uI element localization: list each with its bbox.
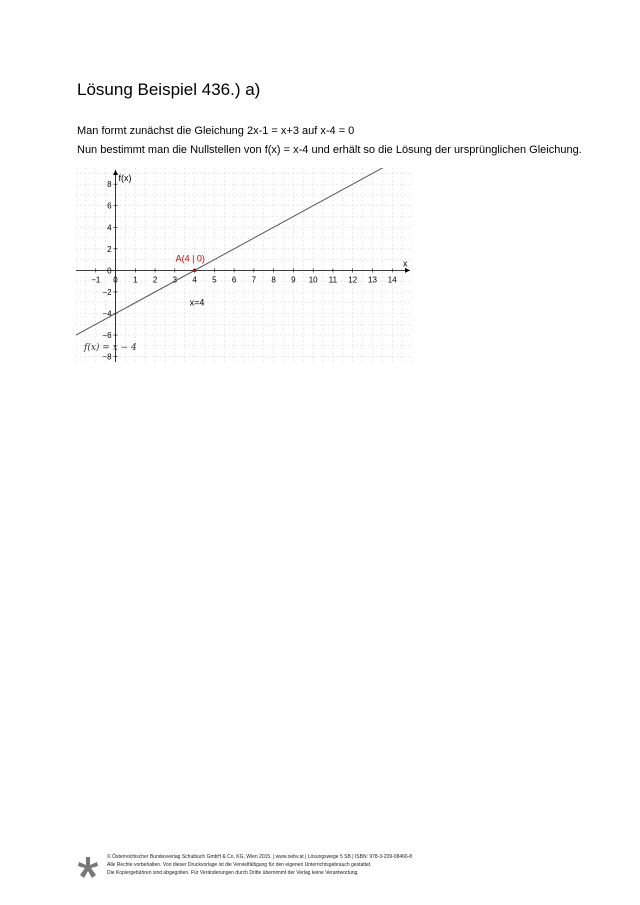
y-tick-label: 8 (107, 180, 112, 190)
x-tick-label: 7 (251, 275, 257, 285)
x-tick-label: 11 (328, 275, 338, 285)
x-tick-label: 10 (308, 275, 318, 285)
publisher-logo-icon (77, 856, 99, 880)
x-tick-label: 14 (387, 275, 397, 285)
y-tick-label: 4 (107, 223, 112, 233)
point-label: A(4 | 0) (175, 253, 205, 264)
x-tick-label: 6 (231, 275, 237, 285)
x-tick-label: 8 (271, 275, 276, 285)
footer-line: © Österreichischer Bundesverlag Schulbuch GmbH & Co. KG, Wien 2015. | www.oebv.at | Lösungswege 5 SB | ISBN: 978-3-209-08466-8 (107, 854, 413, 860)
x-tick-label: 13 (368, 275, 377, 285)
x-axis-label: x (403, 258, 408, 269)
y-axis-arrow-icon (113, 170, 118, 175)
y-tick-label: −8 (102, 352, 112, 362)
footer-line: Die Kopiergebühren sind abgegolten. Für Veränderungen durch Dritte übernimmt der Verlag keine Verantwortung. (107, 870, 359, 876)
footer-text (107, 853, 412, 877)
y-tick-label: 6 (107, 201, 112, 211)
x-tick-label: 3 (172, 275, 178, 285)
x-tick-label: 1 (133, 275, 138, 285)
solution-label: x=4 (189, 297, 205, 308)
y-tick-label: −4 (102, 309, 112, 319)
x-tick-label: 5 (212, 275, 217, 285)
y-tick-label: 0 (107, 266, 112, 276)
y-tick-label: −6 (102, 331, 112, 341)
x-axis-arrow-icon (405, 268, 410, 273)
x-tick-label: 9 (291, 275, 296, 285)
y-tick-label: −2 (102, 287, 112, 297)
y-tick-label: 2 (107, 244, 112, 254)
footer (77, 853, 577, 883)
footer-line: Alle Rechte vorbehalten. Von dieser Druckvorlage ist die Vervielfältigung für den eigenen Unterrichtsgebrauch gestattet. (107, 862, 372, 868)
y-axis-label: f(x) (118, 173, 132, 183)
x-tick-label: 4 (192, 275, 197, 285)
function-line (76, 168, 386, 335)
function-graph (76, 168, 412, 362)
paragraph-1: Man formt zunächst die Gleichung 2x-1 = x+3 auf x-4 = 0 (77, 125, 355, 137)
point-a (193, 269, 197, 273)
page-title: Lösung Beispiel 436.) a) (77, 80, 261, 99)
paragraph-2: Nun bestimmt man die Nullstellen von f(x) = x-4 und erhält so die Lösung der ursprünglichen Gleichung. (77, 144, 582, 156)
function-label: f(x) = x − 4 (84, 343, 137, 354)
x-tick-label: −1 (91, 275, 101, 285)
x-tick-label: 12 (348, 275, 358, 285)
x-tick-label: 0 (113, 275, 118, 285)
x-tick-label: 2 (152, 275, 158, 285)
